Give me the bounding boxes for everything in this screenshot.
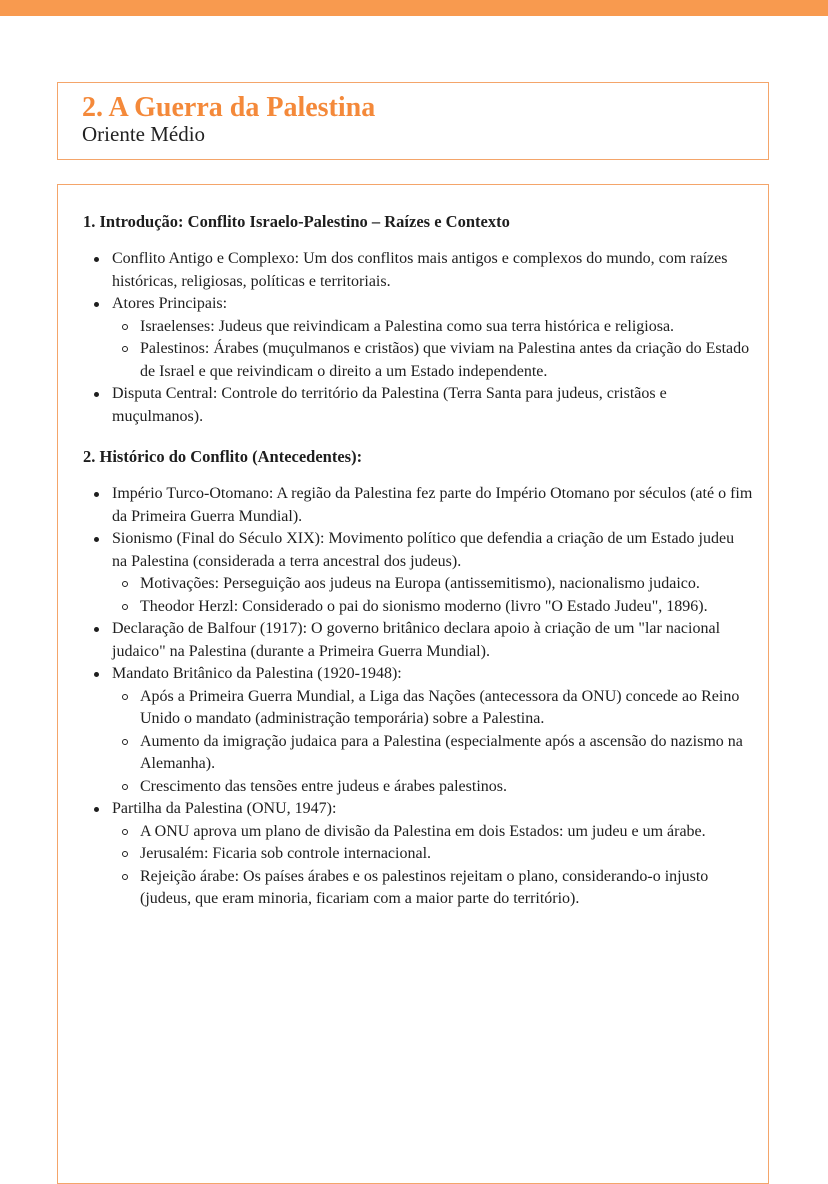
sub-list-item	[140, 573, 753, 596]
list-item	[112, 528, 753, 618]
bullet-dot-icon	[94, 807, 99, 812]
sub-list-item	[140, 866, 753, 911]
header-box	[57, 82, 769, 160]
sub-bullet-list	[112, 686, 753, 799]
bullet-circle-icon	[122, 829, 128, 835]
content-body	[83, 210, 753, 911]
list-item-text: Conflito Antigo e Complexo: Um dos conflitos mais antigos e complexos do mundo, com raízes históricas, religiosas, políticas e territoriais.	[112, 250, 728, 290]
list-item	[112, 383, 753, 428]
list-item	[112, 618, 753, 663]
bullet-dot-icon	[94, 302, 99, 307]
section-heading: 2. Histórico do Conflito (Antecedentes):	[83, 447, 363, 466]
bullet-list	[83, 248, 753, 428]
sub-list-item	[140, 316, 753, 339]
sub-list-item-text: Theodor Herzl: Considerado o pai do sionismo moderno (livro "O Estado Judeu", 1896).	[140, 597, 708, 615]
sub-list-item-text: Palestinos: Árabes (muçulmanos e cristãos) que viviam na Palestina antes da criação do Estado de Israel e que reivindicam o direito a um Estado independente.	[140, 340, 750, 380]
bullet-circle-icon	[122, 346, 128, 352]
sub-bullet-list	[112, 821, 753, 911]
list-item	[112, 798, 753, 911]
bullet-circle-icon	[122, 739, 128, 745]
bullet-circle-icon	[122, 694, 128, 700]
list-item-text: Partilha da Palestina (ONU, 1947):	[112, 800, 337, 817]
list-item	[112, 293, 753, 383]
sub-list-item	[140, 596, 753, 619]
bullet-list	[83, 483, 753, 911]
bullet-circle-icon	[122, 851, 128, 857]
sub-list-item-text: A ONU aprova um plano de divisão da Palestina em dois Estados: um judeu e um árabe.	[140, 822, 706, 840]
sub-list-item-text: Jerusalém: Ficaria sob controle internacional.	[140, 845, 432, 862]
list-item-text: Sionismo (Final do Século XIX): Movimento político que defendia a criação de um Estado judeu na Palestina (considerada a terra ancestral dos judeus).	[112, 530, 735, 570]
sub-list-item-text: Após a Primeira Guerra Mundial, a Liga das Nações (antecessora da ONU) concede ao Reino Unido o mandato (administração temporária) sobre a Palestina.	[140, 687, 740, 727]
bullet-circle-icon	[122, 324, 128, 330]
bullet-dot-icon	[94, 537, 99, 542]
list-item	[112, 248, 753, 293]
sub-list-item	[140, 686, 753, 731]
section-heading: 1. Introdução: Conflito Israelo-Palestino – Raízes e Contexto	[83, 212, 510, 231]
sub-bullet-list	[112, 573, 753, 618]
sub-list-item-text: Motivações: Perseguição aos judeus na Europa (antissemitismo), nacionalismo judaico.	[140, 575, 700, 592]
bullet-dot-icon	[94, 672, 99, 677]
list-item-text: Disputa Central: Controle do território da Palestina (Terra Santa para judeus, cristãos e muçulmanos).	[112, 385, 667, 425]
bullet-circle-icon	[122, 581, 128, 587]
sub-list-item-text: Aumento da imigração judaica para a Palestina (especialmente após a ascensão do nazismo na Alemanha).	[140, 732, 743, 772]
page-title: 2. A Guerra da Palestina	[82, 92, 376, 123]
sub-bullet-list	[112, 316, 753, 384]
bullet-dot-icon	[94, 392, 99, 397]
list-item-text: Declaração de Balfour (1917): O governo britânico declara apoio à criação de um "lar nacional judaico" na Palestina (durante a Primeira Guerra Mundial).	[112, 620, 721, 660]
bullet-dot-icon	[94, 257, 99, 262]
list-item-text: Atores Principais:	[112, 295, 228, 312]
content-box	[57, 184, 769, 1184]
list-item-text: Mandato Britânico da Palestina (1920-1948):	[112, 665, 402, 682]
sub-list-item-text: Rejeição árabe: Os países árabes e os palestinos rejeitam o plano, considerando-o injusto (judeus, que eram minoria, ficariam com a maior parte do território).	[140, 867, 709, 907]
sub-list-item	[140, 843, 753, 866]
list-item	[112, 663, 753, 798]
bullet-dot-icon	[94, 492, 99, 497]
bullet-circle-icon	[122, 784, 128, 790]
sub-list-item-text: Crescimento das tensões entre judeus e árabes palestinos.	[140, 777, 507, 795]
page-subtitle: Oriente Médio	[82, 122, 206, 146]
bullet-circle-icon	[122, 604, 128, 610]
sub-list-item	[140, 776, 753, 799]
list-item	[112, 483, 753, 528]
sub-list-item	[140, 821, 753, 844]
sub-list-item-text: Israelenses: Judeus que reivindicam a Palestina como sua terra histórica e religiosa.	[140, 317, 675, 335]
sub-list-item	[140, 338, 753, 383]
list-item-text: Império Turco-Otomano: A região da Palestina fez parte do Império Otomano por séculos (até o fim da Primeira Guerra Mundial).	[112, 485, 753, 525]
bullet-dot-icon	[94, 627, 99, 632]
sub-list-item	[140, 731, 753, 776]
bullet-circle-icon	[122, 874, 128, 880]
top-accent-bar	[0, 0, 828, 16]
